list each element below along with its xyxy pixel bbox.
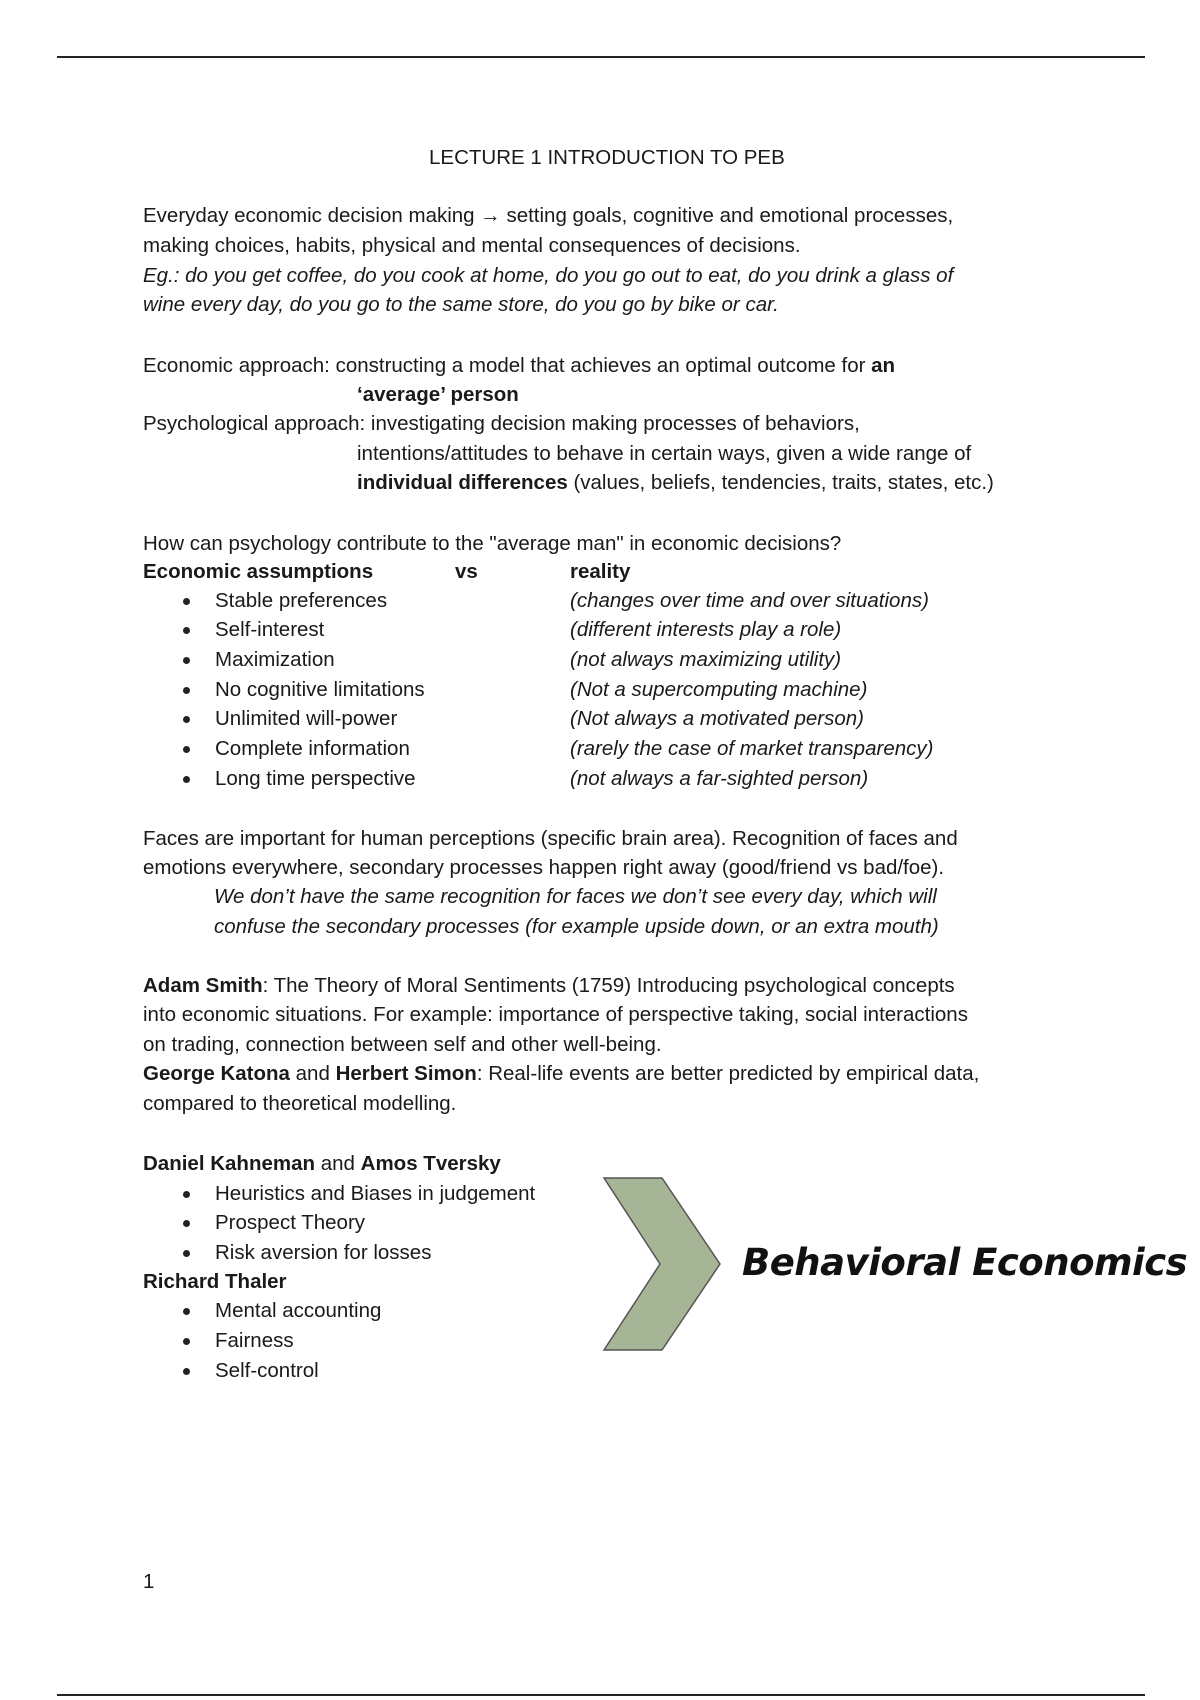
bullet-icon <box>183 657 190 664</box>
adam-smith-line-2: into economic situations. For example: importance of perspective taking, social interactions <box>143 1003 968 1026</box>
amos-tversky-name: Amos Tversky <box>360 1152 501 1175</box>
reality-item: (changes over time and over situations) <box>570 589 929 612</box>
comparison-question: How can psychology contribute to the "average man" in economic decisions? <box>143 532 842 555</box>
psychological-approach-line-3: individual differences (values, beliefs, tendencies, traits, states, etc.) <box>357 471 994 494</box>
chevron-arrow-icon <box>602 1176 724 1352</box>
richard-thaler-heading <box>143 1268 287 1296</box>
adam-smith-line-3: on trading, connection between self and other well-being. <box>143 1033 662 1056</box>
kahneman-tversky-heading: Daniel Kahneman and Amos Tversky <box>143 1152 501 1175</box>
assumptions-header: Economic assumptions <box>143 560 374 583</box>
herbert-simon-name: Herbert Simon <box>335 1062 477 1085</box>
assumption-item: Stable preferences <box>215 589 388 612</box>
bullet-icon <box>183 716 190 723</box>
faces-note-1: We don’t have the same recognition for faces we don’t see every day, which will <box>214 885 937 908</box>
daniel-kahneman-name: Daniel Kahneman <box>143 1152 316 1175</box>
adam-smith-name: Adam Smith <box>143 974 263 997</box>
bullet-icon <box>183 1368 190 1375</box>
assumption-item: Long time perspective <box>215 767 416 790</box>
page-title: LECTURE 1 INTRODUCTION TO PEB <box>429 146 785 169</box>
list-item: Mental accounting <box>215 1299 382 1322</box>
katona-simon-line-1: George Katona and Herbert Simon: Real-life events are better predicted by empirical data, <box>143 1062 980 1085</box>
assumption-item: Maximization <box>215 648 335 671</box>
behavioral-economics-label: Behavioral Economics <box>742 1241 1188 1284</box>
bullet-icon <box>183 1191 190 1198</box>
list-item: Self-control <box>215 1359 319 1382</box>
katona-simon-line-2: compared to theoretical modelling. <box>143 1092 457 1115</box>
list-item: Fairness <box>215 1329 294 1352</box>
bottom-rule <box>57 1694 1145 1696</box>
assumption-item: Self-interest <box>215 618 325 641</box>
assumption-item: Complete information <box>215 737 410 760</box>
bullet-icon <box>183 776 190 783</box>
psychological-approach-line-2: intentions/attitudes to behave in certain ways, given a wide range of <box>357 442 972 465</box>
intro-line-2: making choices, habits, physical and mental consequences of decisions. <box>143 234 801 257</box>
psychological-approach: Psychological approach: investigating decision making processes of behaviors, <box>143 412 860 435</box>
vs-header: vs <box>455 560 478 583</box>
reality-item: (not always a far-sighted person) <box>570 767 869 790</box>
reality-item: (Not always a motivated person) <box>570 707 864 730</box>
bullet-icon <box>183 1338 190 1345</box>
bullet-icon <box>183 1250 190 1257</box>
faces-line-2: emotions everywhere, secondary processes happen right away (good/friend vs bad/foe). <box>143 856 945 879</box>
bullet-icon <box>183 1220 190 1227</box>
bullet-icon <box>183 627 190 634</box>
economic-approach-bold: an <box>871 354 896 377</box>
reality-header: reality <box>570 560 631 583</box>
faces-note-2: confuse the secondary processes (for example upside down, or an extra mouth) <box>214 915 939 938</box>
intro-line-1: Everyday economic decision making → setting goals, cognitive and emotional processes, <box>143 204 954 227</box>
bullet-icon <box>183 746 190 753</box>
bullet-icon <box>183 687 190 694</box>
average-person-term: ‘average’ person <box>357 383 519 406</box>
list-item: Risk aversion for losses <box>215 1241 432 1264</box>
assumption-item: Unlimited will-power <box>215 707 398 730</box>
intro-example-2: wine every day, do you go to the same store, do you go by bike or car. <box>143 293 779 316</box>
reality-item: (Not a supercomputing machine) <box>570 678 868 701</box>
assumption-item: No cognitive limitations <box>215 678 425 701</box>
reality-item: (different interests play a role) <box>570 618 842 641</box>
list-item: Heuristics and Biases in judgement <box>215 1182 536 1205</box>
faces-line-1: Faces are important for human perceptions (specific brain area). Recognition of faces and <box>143 827 958 850</box>
adam-smith-line-1: Adam Smith: The Theory of Moral Sentiments (1759) Introducing psychological concepts <box>143 974 955 997</box>
george-katona-name: George Katona <box>143 1062 290 1085</box>
individual-differences-term: individual differences <box>357 471 568 494</box>
page-number: 1 <box>143 1570 155 1593</box>
intro-example-1: Eg.: do you get coffee, do you cook at home, do you go out to eat, do you drink a glass of <box>143 264 954 287</box>
reality-item: (not always maximizing utility) <box>570 648 842 671</box>
list-item: Prospect Theory <box>215 1211 366 1234</box>
richard-thaler-name: Richard Thaler <box>143 1270 287 1293</box>
reality-item: (rarely the case of market transparency) <box>570 737 934 760</box>
bullet-icon <box>183 1308 190 1315</box>
economic-approach <box>143 352 895 380</box>
economic-approach-text: Economic approach: constructing a model that achieves an optimal outcome for <box>143 354 872 377</box>
bullet-icon <box>183 598 190 605</box>
top-rule <box>57 56 1145 58</box>
